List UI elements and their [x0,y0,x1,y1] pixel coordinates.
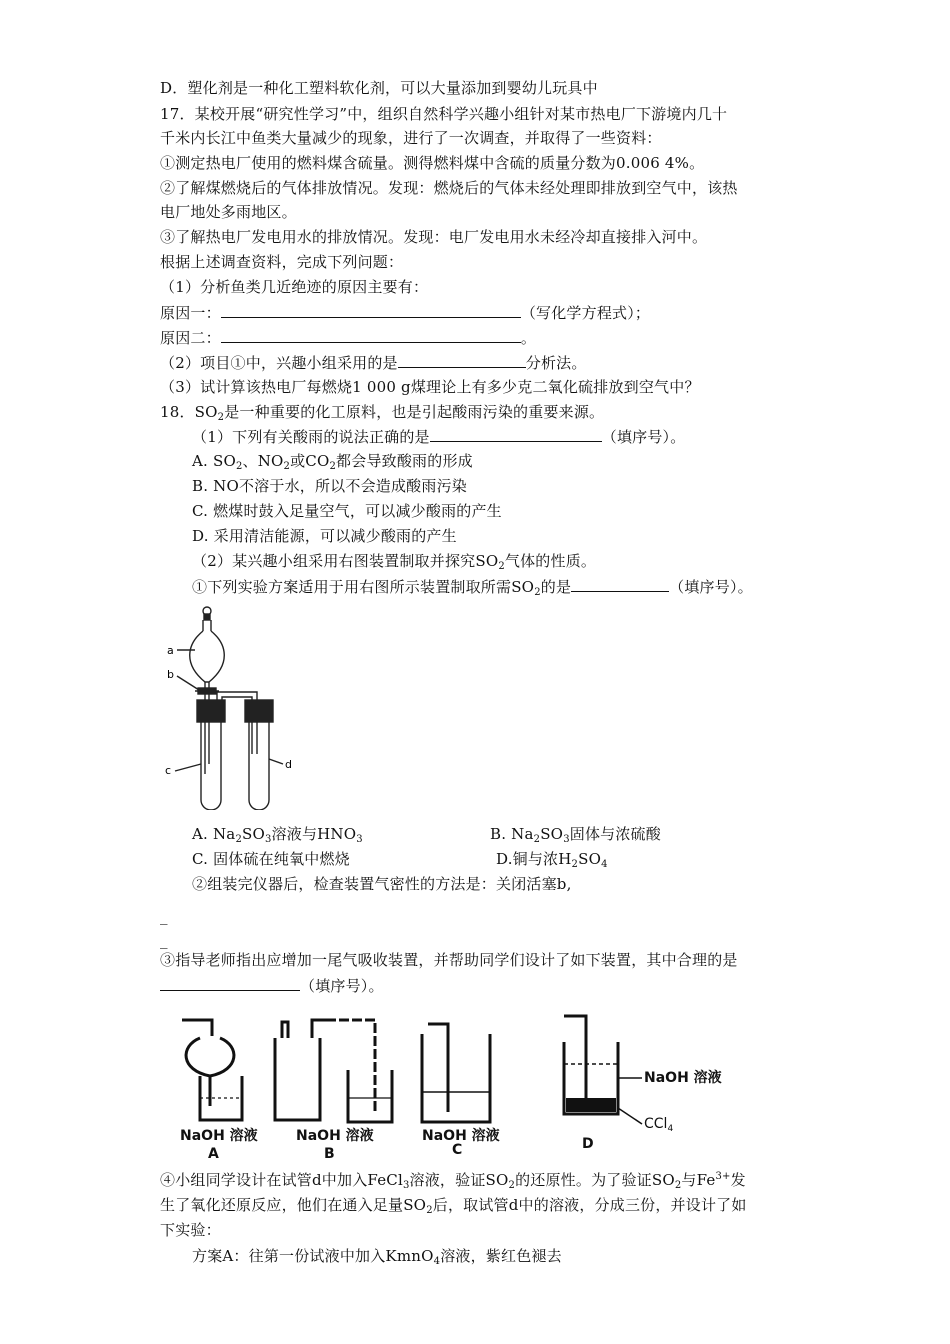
label-D-ccl4: CCl$_4$ [644,1116,674,1134]
q18-circ4-line3: 下实验： [160,1221,221,1239]
q18-circ4-line1 [160,1170,746,1190]
q18-circ3a: ③指导老师指出应增加一尾气吸收装置，并帮助同学们设计了如下装置，其中合理的是 [160,951,738,969]
circ4-c: 的还原性。为了验证SO [515,1171,675,1189]
choice-d-2: SO [578,850,602,868]
choice-b-2: SO [540,825,564,843]
circ4-e: 发 [730,1171,746,1189]
subscript: 2 [217,412,225,423]
q17-sub2-text: （2）项目①中，兴趣小组采用的是 [160,354,398,372]
q17-intro: 根据上述调查资料，完成下列问题： [160,253,404,271]
q18-option-c: C. 燃煤时鼓入足量空气，可以减少酸雨的产生 [192,502,502,520]
q18-stem-b: 是一种重要的化工原料，也是引起酸雨污染的重要来源。 [224,403,605,421]
scheme-answer-blank[interactable] [571,576,669,592]
q17-sub3: （3）试计算该热电厂每燃烧1 000 g煤理论上有多少克二氧化硫排放到空气中？ [160,378,700,396]
plan-a-text: 方案A：往第一份试液中加入KmnO [192,1247,434,1265]
choice-a-1: A. Na [192,825,236,843]
circ4-d: 与Fe [681,1171,716,1189]
choice-c: C. 固体硫在纯氧中燃烧 [192,850,350,868]
subscript: 2 [674,1180,682,1191]
reason1-label: 原因一： [160,304,221,322]
label-d: d [285,758,292,771]
label-A-solution: NaOH 溶液 [180,1128,258,1144]
opt-a-2: 、NO [242,452,284,470]
circ1-c: （填序号）。 [669,578,753,596]
choice-a-2: SO [242,825,265,843]
q18-sub2-b: 气体的性质。 [504,552,597,570]
label-c: c [165,764,172,777]
subscript: 2 [534,587,541,598]
q18-option-a [192,451,473,471]
subscript: 2 [235,834,242,845]
circ1-a: ①下列实验方案适用于用右图所示装置制取所需SO [192,578,535,596]
subscript: 2 [533,834,541,845]
circ1-b: 的是 [540,578,572,596]
subscript: 2 [571,859,579,870]
circ4-a: ④小组同学设计在试管d中加入FeCl [160,1171,403,1189]
label-A: A [208,1146,219,1162]
label-b: b [167,668,174,681]
label-C-solution: NaOH 溶液 [422,1128,500,1144]
subscript: 3 [356,834,363,845]
subscript: 2 [283,461,291,472]
label-B: B [324,1146,335,1162]
q17-sub2 [160,352,587,373]
label-D-naoh: NaOH 溶液 [644,1070,722,1086]
q17-reason1 [160,302,650,323]
choice-d-1: D.铜与浓H [496,850,572,868]
q17-fact-2a: ②了解煤燃烧后的气体排放情况。发现：燃烧后的气体未经处理即排放到空气中，该热 [160,179,738,197]
opt-a-4: 都会导致酸雨的形成 [336,452,473,470]
q17-stem-line2: 千米内长江中鱼类大量减少的现象，进行了一次调查，并取得了一些资料： [160,129,662,147]
q16-option-d: D．塑化剂是一种化工塑料软化剂，可以大量添加到婴幼儿玩具中 [160,79,598,97]
answer-dash-1: _ [160,907,168,925]
circ3-tail: （填序号）。 [300,977,384,995]
analysis-method-blank[interactable] [398,352,526,368]
superscript: 3+ [715,1171,731,1182]
label-D: D [582,1136,594,1152]
choice-b-3: 固体与浓硫酸 [569,825,661,843]
q18-option-d: D. 采用清洁能源，可以减少酸雨的产生 [192,527,457,545]
q17-fact-1: ①测定热电厂使用的燃料煤含硫量。测得燃料煤中含硫的质量分数为0.006 4%。 [160,154,705,172]
q18-stem [160,402,604,422]
subscript: 3 [563,834,570,845]
choice-a-3: 溶液与HNO [271,825,357,843]
q18-circ1 [192,576,753,597]
q18-option-b: B. NO不溶于水，所以不会造成酸雨污染 [192,477,467,495]
q17-fact-3: ③了解热电厂发电用水的排放情况。发现：电厂发电用水未经冷却直接排入河中。 [160,228,708,246]
answer-dash-2: _ [160,931,168,949]
subscript: 3 [402,1180,410,1191]
subscript: 4 [601,859,608,870]
q18-circ2: ②组装完仪器后，检查装置气密性的方法是：关闭活塞b, [192,875,572,893]
circ4-b: 溶液，验证SO [409,1171,509,1189]
acid-rain-answer-blank[interactable] [430,426,602,442]
q18-sub1-tail: （填序号）。 [601,428,686,446]
q18-sub2 [192,551,596,571]
reason2-end: 。 [520,329,537,347]
subscript: 2 [329,461,337,472]
choice-d [496,849,608,869]
q17-fact-2b: 电厂地处多雨地区。 [160,203,297,221]
reason1-hint: （写化学方程式）； [520,304,651,322]
q18-circ4-line2 [160,1195,747,1215]
reason2-answer-blank[interactable] [221,327,521,343]
q18-stem-a: 18．SO [160,403,218,421]
q17-stem-line1: 17．某校开展“研究性学习”中，组织自然科学兴趣小组针对某市热电厂下游境内几十 [160,105,728,123]
q17-sub2-tail: 分析法。 [525,354,587,372]
plan-a-tail: 溶液，紫红色褪去 [440,1247,562,1265]
q18-circ3b [160,975,384,996]
subscript: 2 [508,1180,516,1191]
absorber-answer-blank[interactable] [160,975,300,991]
subscript: 2 [498,561,505,572]
q17-reason2 [160,327,536,348]
label-C: C [452,1142,463,1158]
reason1-answer-blank[interactable] [221,302,521,318]
circ4-f: 生了氧化还原反应，他们在通入足量SO [160,1196,427,1214]
q18-sub1 [192,426,685,447]
opt-a-3: 或CO [290,452,330,470]
choice-a [192,824,363,844]
subscript: 4 [433,1256,441,1267]
q18-sub1-text: （1）下列有关酸雨的说法正确的是 [192,428,430,446]
subscript: 3 [264,834,272,845]
circ4-g: 后，取试管d中的溶液，分成三份，并设计了如 [432,1196,747,1214]
plan-a [192,1246,562,1266]
choice-b-1: B. Na [490,825,534,843]
label-a: a [167,644,174,657]
reason2-label: 原因二： [160,329,221,347]
subscript: 2 [235,461,243,472]
opt-a-1: A. SO [192,452,236,470]
q17-sub1: （1）分析鱼类几近绝迹的原因主要有： [160,278,429,296]
absorber-figure [160,1002,740,1162]
choice-b [490,824,661,844]
gas-apparatus-figure [165,604,300,810]
q18-sub2-a: （2）某兴趣小组采用右图装置制取并探究SO [192,552,499,570]
subscript: 2 [426,1205,433,1216]
label-B-solution: NaOH 溶液 [296,1128,374,1144]
